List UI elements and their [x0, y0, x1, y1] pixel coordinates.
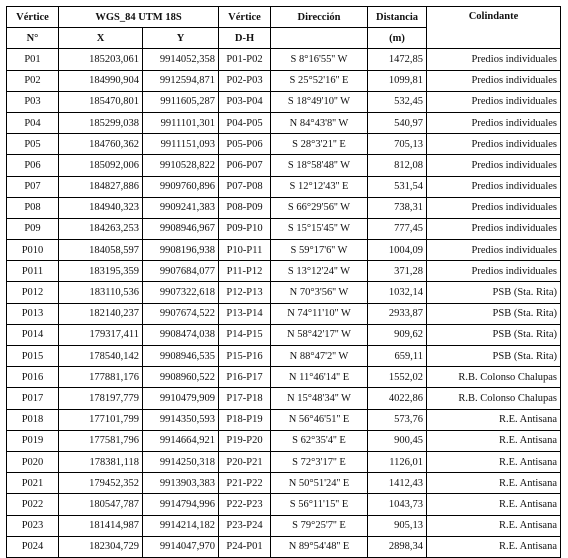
cell-dh: P19-P20 — [219, 430, 271, 451]
table-row — [7, 240, 561, 261]
cell-direccion: S 59°17'6'' W — [271, 240, 368, 261]
header-colindante: Colindante — [427, 7, 561, 49]
cell-x: 177881,176 — [59, 367, 143, 388]
header-x: X — [59, 28, 143, 49]
cell-x: 178540,142 — [59, 346, 143, 367]
table-body — [7, 49, 561, 558]
cell-vertice: P023 — [7, 515, 59, 536]
cell-dh: P06-P07 — [219, 155, 271, 176]
cell-vertice: P014 — [7, 324, 59, 345]
cell-colindante: PSB (Sta. Rita) — [427, 303, 561, 324]
cell-dh: P13-P14 — [219, 303, 271, 324]
cell-vertice: P019 — [7, 430, 59, 451]
cell-distancia: 905,13 — [368, 515, 427, 536]
cell-y: 9911151,093 — [143, 134, 219, 155]
cell-dh: P21-P22 — [219, 473, 271, 494]
cell-y: 9908946,535 — [143, 346, 219, 367]
cell-colindante: Predios individuales — [427, 49, 561, 70]
cell-colindante: R.B. Colonso Chalupas — [427, 367, 561, 388]
cell-y: 9907322,618 — [143, 282, 219, 303]
cell-x: 185299,038 — [59, 112, 143, 133]
cell-vertice: P020 — [7, 451, 59, 472]
cell-dh: P03-P04 — [219, 91, 271, 112]
cell-dh: P12-P13 — [219, 282, 271, 303]
cell-colindante: Predios individuales — [427, 240, 561, 261]
header-dh: D-H — [219, 28, 271, 49]
cell-x: 180547,787 — [59, 494, 143, 515]
cell-colindante: Predios individuales — [427, 176, 561, 197]
cell-vertice: P010 — [7, 240, 59, 261]
table-row — [7, 430, 561, 451]
cell-y: 9908946,967 — [143, 218, 219, 239]
cell-colindante: R.E. Antisana — [427, 515, 561, 536]
header-n: N° — [7, 28, 59, 49]
cell-x: 182304,729 — [59, 536, 143, 557]
cell-x: 178381,118 — [59, 451, 143, 472]
cell-y: 9913903,383 — [143, 473, 219, 494]
cell-direccion: S 18°49'10'' W — [271, 91, 368, 112]
header-m: (m) — [368, 28, 427, 49]
cell-distancia: 777,45 — [368, 218, 427, 239]
cell-vertice: P03 — [7, 91, 59, 112]
cell-distancia: 531,54 — [368, 176, 427, 197]
table-row — [7, 49, 561, 70]
cell-x: 182140,237 — [59, 303, 143, 324]
cell-distancia: 705,13 — [368, 134, 427, 155]
cell-vertice: P011 — [7, 261, 59, 282]
cell-x: 184940,323 — [59, 197, 143, 218]
table-container — [6, 6, 562, 558]
cell-direccion: S 72°3'17'' E — [271, 451, 368, 472]
cell-x: 177101,799 — [59, 409, 143, 430]
cell-dh: P11-P12 — [219, 261, 271, 282]
cell-dh: P15-P16 — [219, 346, 271, 367]
cell-y: 9908196,938 — [143, 240, 219, 261]
cell-y: 9914047,970 — [143, 536, 219, 557]
cell-colindante: PSB (Sta. Rita) — [427, 324, 561, 345]
cell-colindante: R.E. Antisana — [427, 451, 561, 472]
cell-direccion: N 88°47'2'' W — [271, 346, 368, 367]
cell-colindante: Predios individuales — [427, 134, 561, 155]
cell-distancia: 1043,73 — [368, 494, 427, 515]
cell-direccion: S 15°15'45'' W — [271, 218, 368, 239]
cell-distancia: 1472,85 — [368, 49, 427, 70]
cell-distancia: 540,97 — [368, 112, 427, 133]
table-row — [7, 494, 561, 515]
table-row — [7, 176, 561, 197]
cell-vertice: P016 — [7, 367, 59, 388]
cell-dh: P07-P08 — [219, 176, 271, 197]
cell-direccion: S 8°16'55'' W — [271, 49, 368, 70]
cell-distancia: 573,76 — [368, 409, 427, 430]
header-direccion-sub — [271, 28, 368, 49]
table-row — [7, 409, 561, 430]
cell-y: 9914350,593 — [143, 409, 219, 430]
cell-dh: P20-P21 — [219, 451, 271, 472]
cell-colindante: PSB (Sta. Rita) — [427, 282, 561, 303]
header-vertice-2: Vértice — [219, 7, 271, 28]
cell-colindante: PSB (Sta. Rita) — [427, 346, 561, 367]
cell-distancia: 371,28 — [368, 261, 427, 282]
cell-x: 184760,362 — [59, 134, 143, 155]
table-row — [7, 155, 561, 176]
cell-vertice: P07 — [7, 176, 59, 197]
table-row — [7, 112, 561, 133]
cell-distancia: 2898,34 — [368, 536, 427, 557]
cell-y: 9911605,287 — [143, 91, 219, 112]
cell-dh: P24-P01 — [219, 536, 271, 557]
cell-colindante: Predios individuales — [427, 112, 561, 133]
cell-y: 9909760,896 — [143, 176, 219, 197]
header-direccion: Dirección — [271, 7, 368, 28]
cell-vertice: P05 — [7, 134, 59, 155]
cell-direccion: N 56°46'51'' E — [271, 409, 368, 430]
cell-y: 9910528,822 — [143, 155, 219, 176]
cell-distancia: 532,45 — [368, 91, 427, 112]
cell-vertice: P022 — [7, 494, 59, 515]
table-row — [7, 282, 561, 303]
cell-distancia: 1412,43 — [368, 473, 427, 494]
cell-colindante: R.E. Antisana — [427, 494, 561, 515]
table-row — [7, 303, 561, 324]
table-row — [7, 324, 561, 345]
table-row — [7, 388, 561, 409]
cell-x: 185092,006 — [59, 155, 143, 176]
cell-dh: P05-P06 — [219, 134, 271, 155]
table-row — [7, 261, 561, 282]
table-row — [7, 218, 561, 239]
cell-colindante: R.E. Antisana — [427, 536, 561, 557]
cell-colindante: R.E. Antisana — [427, 473, 561, 494]
header-wgs: WGS_84 UTM 18S — [59, 7, 219, 28]
cell-distancia: 900,45 — [368, 430, 427, 451]
cell-dh: P17-P18 — [219, 388, 271, 409]
cell-distancia: 1552,02 — [368, 367, 427, 388]
cell-vertice: P08 — [7, 197, 59, 218]
cell-dh: P02-P03 — [219, 70, 271, 91]
cell-dh: P22-P23 — [219, 494, 271, 515]
table-header — [7, 7, 561, 49]
cell-direccion: N 70°3'56'' W — [271, 282, 368, 303]
table-row — [7, 451, 561, 472]
cell-direccion: N 74°11'10'' W — [271, 303, 368, 324]
cell-direccion: S 25°52'16'' E — [271, 70, 368, 91]
table-row — [7, 515, 561, 536]
cell-y: 9910479,909 — [143, 388, 219, 409]
cell-dh: P14-P15 — [219, 324, 271, 345]
cell-colindante: Predios individuales — [427, 155, 561, 176]
cell-dh: P10-P11 — [219, 240, 271, 261]
cell-x: 185470,801 — [59, 91, 143, 112]
cell-direccion: S 66°29'56'' W — [271, 197, 368, 218]
cell-y: 9908960,522 — [143, 367, 219, 388]
cell-x: 179452,352 — [59, 473, 143, 494]
cell-colindante: Predios individuales — [427, 218, 561, 239]
cell-direccion: S 79°25'7'' E — [271, 515, 368, 536]
cell-direccion: S 12°12'43'' E — [271, 176, 368, 197]
cell-vertice: P013 — [7, 303, 59, 324]
cell-distancia: 812,08 — [368, 155, 427, 176]
cell-dh: P01-P02 — [219, 49, 271, 70]
cell-x: 177581,796 — [59, 430, 143, 451]
cell-distancia: 1032,14 — [368, 282, 427, 303]
cell-colindante: Predios individuales — [427, 70, 561, 91]
cell-direccion: N 11°46'14'' E — [271, 367, 368, 388]
cell-vertice: P04 — [7, 112, 59, 133]
cell-x: 183110,536 — [59, 282, 143, 303]
cell-dh: P08-P09 — [219, 197, 271, 218]
cell-colindante: Predios individuales — [427, 197, 561, 218]
table-row — [7, 70, 561, 91]
cell-vertice: P09 — [7, 218, 59, 239]
cell-vertice: P017 — [7, 388, 59, 409]
cell-x: 185203,061 — [59, 49, 143, 70]
cell-distancia: 659,11 — [368, 346, 427, 367]
cell-vertice: P01 — [7, 49, 59, 70]
table-row — [7, 134, 561, 155]
cell-dh: P18-P19 — [219, 409, 271, 430]
cell-colindante: Predios individuales — [427, 91, 561, 112]
cell-colindante: R.E. Antisana — [427, 409, 561, 430]
cell-colindante: R.B. Colonso Chalupas — [427, 388, 561, 409]
cell-y: 9909241,383 — [143, 197, 219, 218]
cell-vertice: P015 — [7, 346, 59, 367]
cell-direccion: N 89°54'48'' E — [271, 536, 368, 557]
cell-direccion: N 50°51'24'' E — [271, 473, 368, 494]
cell-direccion: S 56°11'15'' E — [271, 494, 368, 515]
cell-y: 9912594,871 — [143, 70, 219, 91]
cell-direccion: N 58°42'17'' W — [271, 324, 368, 345]
cell-distancia: 2933,87 — [368, 303, 427, 324]
table-row — [7, 367, 561, 388]
cell-distancia: 909,62 — [368, 324, 427, 345]
cell-x: 179317,411 — [59, 324, 143, 345]
cell-colindante: R.E. Antisana — [427, 430, 561, 451]
cell-direccion: S 62°35'4'' E — [271, 430, 368, 451]
cell-vertice: P024 — [7, 536, 59, 557]
table-row — [7, 346, 561, 367]
cell-y: 9907674,522 — [143, 303, 219, 324]
cell-colindante: Predios individuales — [427, 261, 561, 282]
table-row — [7, 91, 561, 112]
cell-vertice: P06 — [7, 155, 59, 176]
cell-dh: P04-P05 — [219, 112, 271, 133]
cell-y: 9911101,301 — [143, 112, 219, 133]
cell-x: 181414,987 — [59, 515, 143, 536]
table-row — [7, 197, 561, 218]
cell-y: 9908474,038 — [143, 324, 219, 345]
cell-x: 183195,359 — [59, 261, 143, 282]
cell-distancia: 738,31 — [368, 197, 427, 218]
cell-direccion: S 13°12'24'' W — [271, 261, 368, 282]
cell-vertice: P021 — [7, 473, 59, 494]
cell-distancia: 4022,86 — [368, 388, 427, 409]
cell-y: 9914052,358 — [143, 49, 219, 70]
cell-y: 9914794,996 — [143, 494, 219, 515]
cell-x: 184827,886 — [59, 176, 143, 197]
cell-vertice: P012 — [7, 282, 59, 303]
cell-distancia: 1004,09 — [368, 240, 427, 261]
cell-vertice: P018 — [7, 409, 59, 430]
cell-dh: P16-P17 — [219, 367, 271, 388]
cell-y: 9914250,318 — [143, 451, 219, 472]
vertices-table — [6, 6, 561, 558]
cell-y: 9907684,077 — [143, 261, 219, 282]
cell-x: 184058,597 — [59, 240, 143, 261]
cell-dh: P09-P10 — [219, 218, 271, 239]
cell-vertice: P02 — [7, 70, 59, 91]
cell-direccion: N 15°48'34'' W — [271, 388, 368, 409]
cell-distancia: 1099,81 — [368, 70, 427, 91]
header-distancia: Distancia — [368, 7, 427, 28]
table-row — [7, 536, 561, 557]
header-vertice: Vértice — [7, 7, 59, 28]
cell-x: 184263,253 — [59, 218, 143, 239]
cell-direccion: S 18°58'48'' W — [271, 155, 368, 176]
cell-x: 178197,779 — [59, 388, 143, 409]
cell-x: 184990,904 — [59, 70, 143, 91]
cell-distancia: 1126,01 — [368, 451, 427, 472]
cell-direccion: S 28°3'21'' E — [271, 134, 368, 155]
table-row — [7, 473, 561, 494]
cell-dh: P23-P24 — [219, 515, 271, 536]
cell-y: 9914214,182 — [143, 515, 219, 536]
header-y: Y — [143, 28, 219, 49]
cell-direccion: N 84°43'8'' W — [271, 112, 368, 133]
cell-y: 9914664,921 — [143, 430, 219, 451]
